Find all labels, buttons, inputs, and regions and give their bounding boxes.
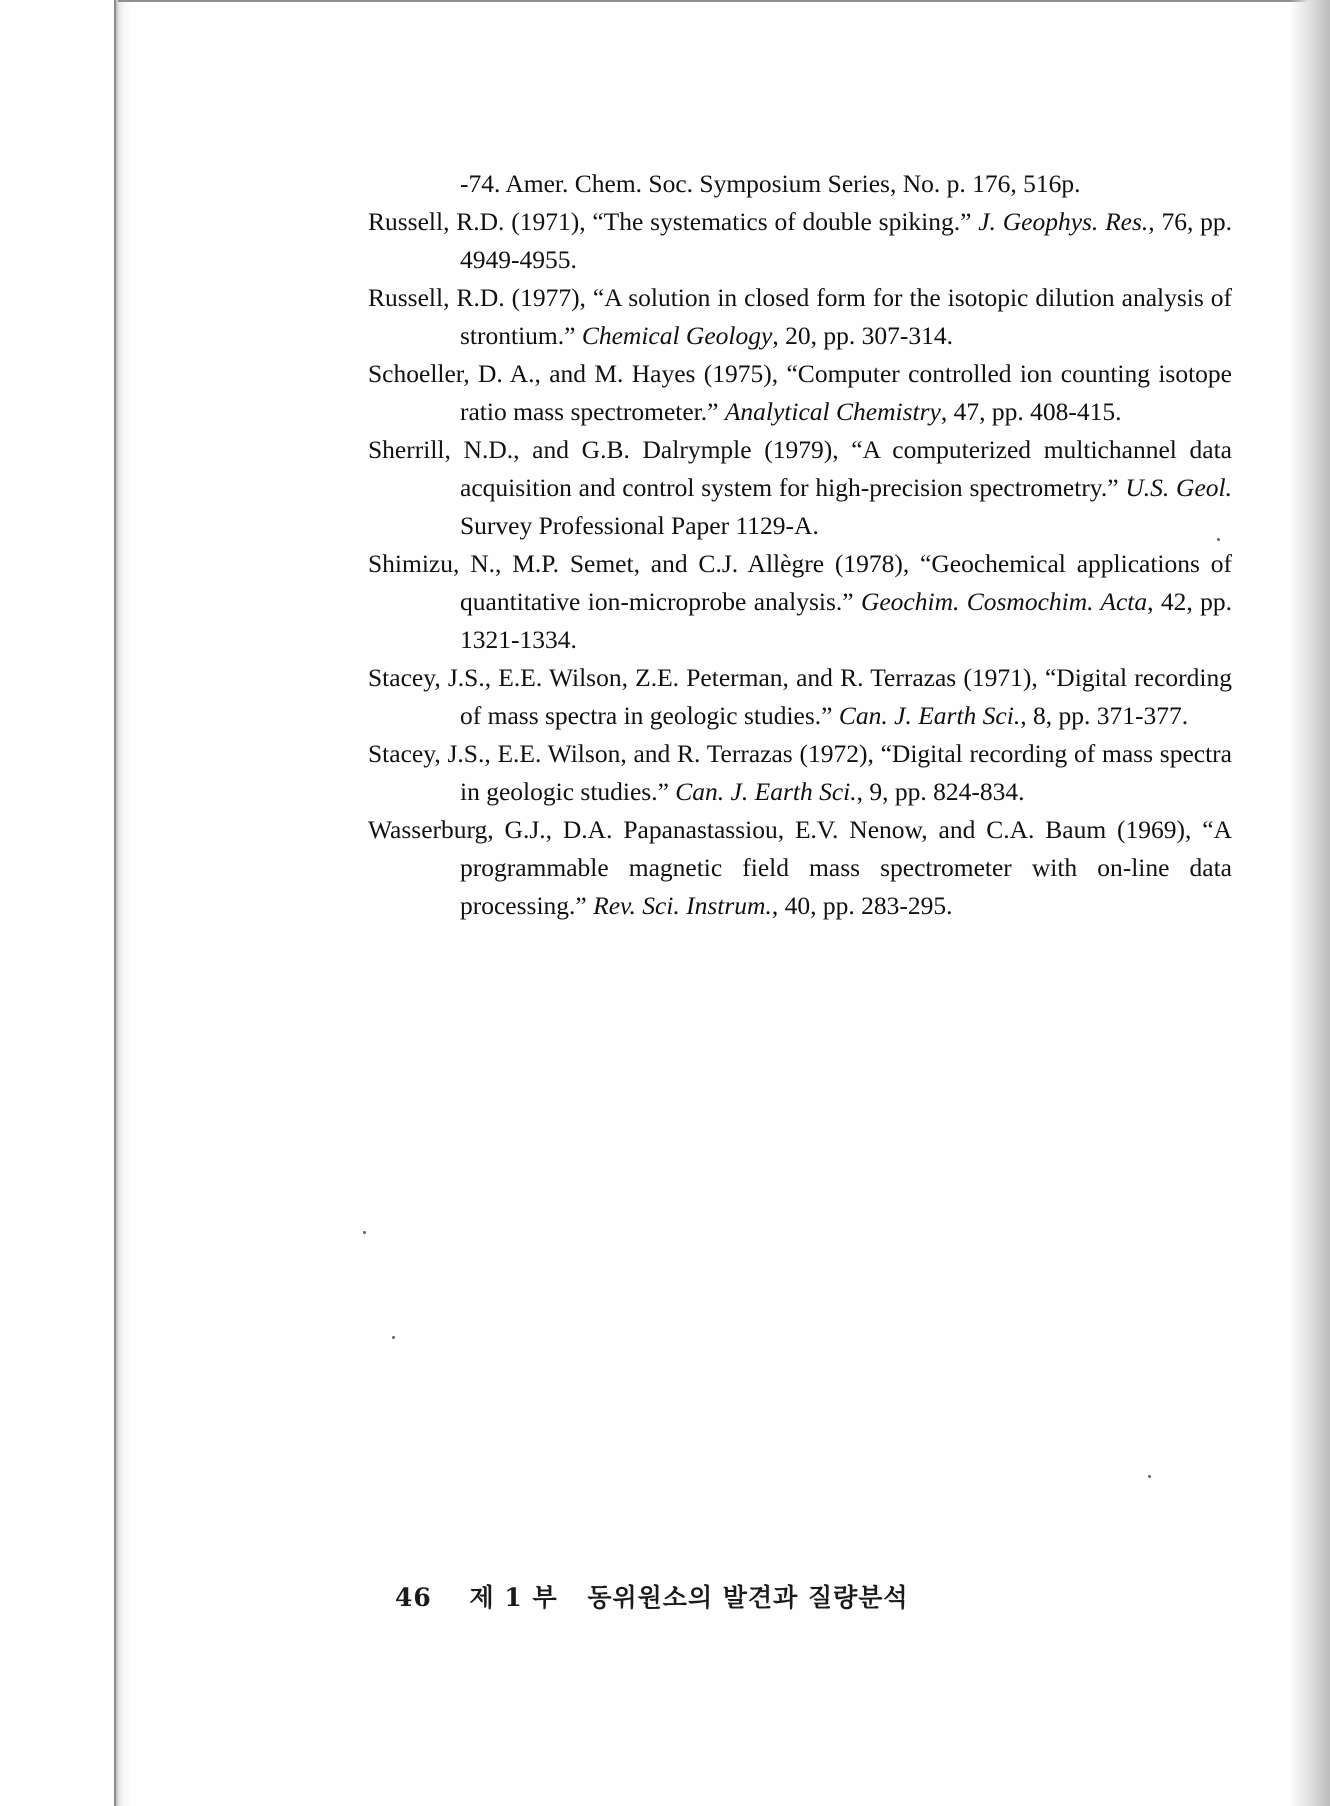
reference-text: , 20, pp. 307-314. bbox=[772, 321, 953, 350]
reference-text: , 40, pp. 283-295. bbox=[771, 891, 953, 920]
reference-text: Wasserburg, G.J., D.A. Papanastassiou, E.V. Nenow, and C.A. Baum (1969), “A programmable magnetic field mass spectrometer with on-line data processing.” bbox=[368, 815, 1232, 920]
reference-journal: U.S. Geol. bbox=[1125, 473, 1233, 502]
reference-journal: J. Geophys. Res. bbox=[978, 207, 1149, 236]
reference-entry bbox=[368, 165, 1232, 203]
reference-list bbox=[368, 165, 1232, 925]
page-top-border bbox=[118, 0, 1330, 6]
reference-journal: Chemical Geology bbox=[581, 321, 773, 350]
reference-text: , 42, pp. 1321-1334. bbox=[460, 587, 1233, 654]
page-footer bbox=[395, 1578, 909, 1614]
reference-text: , 47, pp. 408-415. bbox=[940, 397, 1122, 426]
reference-journal: Geochim. Cosmochim. Acta bbox=[860, 587, 1148, 616]
reference-entry bbox=[368, 545, 1232, 659]
reference-entry bbox=[368, 279, 1232, 355]
page-bottom-border bbox=[118, 1802, 1330, 1806]
scan-speck bbox=[392, 1336, 395, 1339]
reference-text: Russell, R.D. (1977), “A solution in closed form for the isotopic dilution analysis of strontium.” bbox=[368, 283, 1232, 350]
part-label: 제 1 부 bbox=[469, 1583, 558, 1612]
reference-text: Survey Professional Paper 1129-A. bbox=[460, 511, 819, 540]
page-right-shadow bbox=[1290, 0, 1330, 1806]
reference-entry bbox=[368, 355, 1232, 431]
reference-entry bbox=[368, 203, 1232, 279]
reference-entry bbox=[368, 659, 1232, 735]
reference-text: Russell, R.D. (1971), “The systematics of double spiking.” bbox=[368, 207, 979, 236]
reference-journal: Analytical Chemistry bbox=[724, 397, 941, 426]
reference-journal: Rev. Sci. Instrum. bbox=[593, 891, 772, 920]
reference-text: Schoeller, D. A., and M. Hayes (1975), “Computer controlled ion counting isotope ratio mass spectrometer.” bbox=[368, 359, 1232, 426]
reference-text: Shimizu, N., M.P. Semet, and C.J. Allègre (1978), “Geochemical applications of quantitative ion-microprobe analysis.” bbox=[368, 549, 1232, 616]
page-number: 46 bbox=[395, 1583, 432, 1612]
part-title: 동위원소의 발견과 질량분석 bbox=[587, 1583, 909, 1612]
reference-text: , 76, pp. 4949-4955. bbox=[460, 207, 1232, 274]
reference-text: -74. Amer. Chem. Soc. Symposium Series, No. p. 176, 516p. bbox=[460, 169, 1081, 198]
reference-entry bbox=[368, 431, 1232, 545]
reference-text: Stacey, J.S., E.E. Wilson, Z.E. Peterman, and R. Terrazas (1971), “Digital recording of mass spectra in geologic studies.” bbox=[368, 663, 1232, 730]
scan-speck bbox=[363, 1231, 366, 1234]
reference-entry bbox=[368, 811, 1232, 925]
reference-text: Stacey, J.S., E.E. Wilson, and R. Terrazas (1972), “Digital recording of mass spectra in geologic studies.” bbox=[368, 739, 1232, 806]
reference-entry bbox=[368, 735, 1232, 811]
scan-speck bbox=[1217, 538, 1220, 541]
page-spine-edge bbox=[114, 0, 132, 1806]
reference-text: , 8, pp. 371-377. bbox=[1020, 701, 1189, 730]
scan-speck bbox=[1148, 1475, 1151, 1478]
reference-journal: Can. J. Earth Sci. bbox=[675, 777, 857, 806]
reference-text: , 9, pp. 824-834. bbox=[856, 777, 1025, 806]
reference-text: Sherrill, N.D., and G.B. Dalrymple (1979), “A computerized multichannel data acquisition and control system for high-precision spectrometry.” bbox=[368, 435, 1232, 502]
reference-journal: Can. J. Earth Sci. bbox=[838, 701, 1021, 730]
